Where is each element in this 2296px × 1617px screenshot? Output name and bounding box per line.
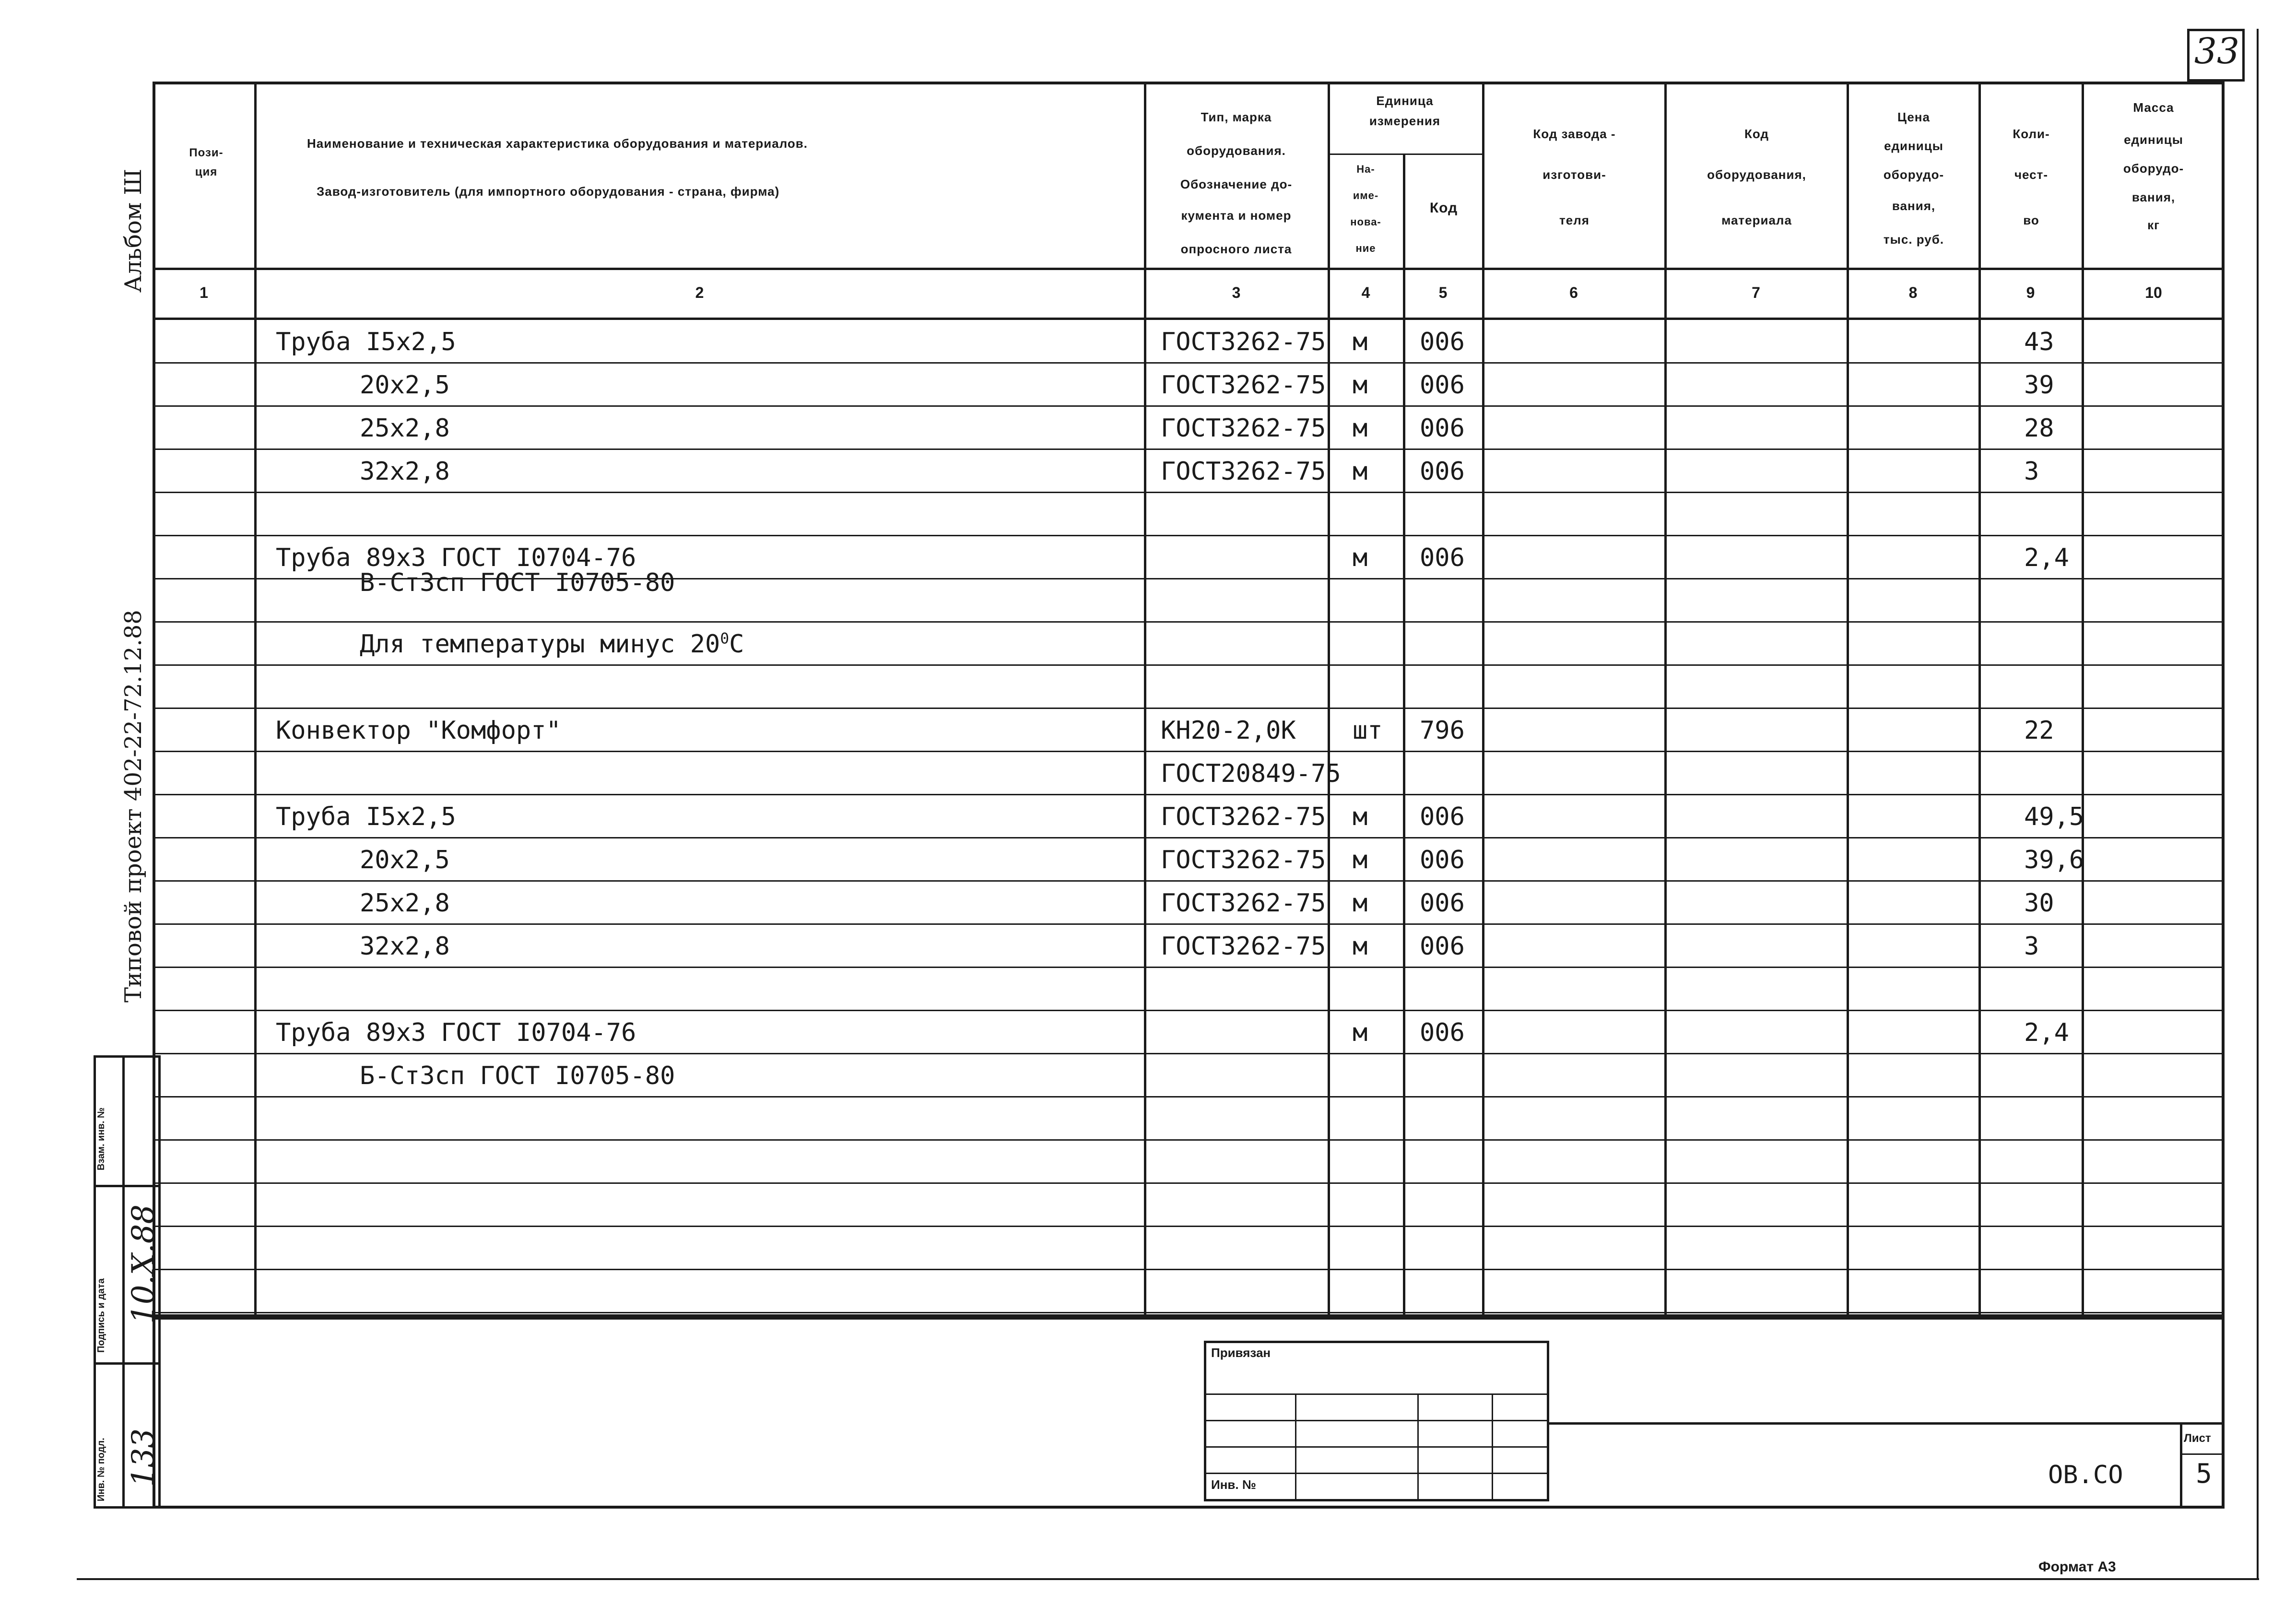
row-code: 006 <box>1420 932 1465 961</box>
hdr-col10-b: единицы <box>2124 132 2183 147</box>
hdr-col7-c: материала <box>1721 213 1792 227</box>
row-line <box>153 1010 2225 1011</box>
hdr-col6-c: теля <box>1559 213 1590 227</box>
colnum-9: 9 <box>2026 284 2035 301</box>
row-line <box>153 1182 2225 1184</box>
sheet-number: 5 <box>2196 1458 2212 1489</box>
colnum-8: 8 <box>1908 284 1918 301</box>
hdr-col3-c: Обозначение до- <box>1180 177 1293 191</box>
sheet-label: Лист <box>2184 1432 2211 1445</box>
row-qty: 2,4 <box>2024 543 2069 572</box>
col-sep-9 <box>2082 82 2084 1317</box>
margin-signature-date: 10.Х.88 <box>126 1204 161 1324</box>
privyazan-vline-3 <box>1492 1393 1493 1501</box>
hdr-col1-b: ция <box>195 165 218 178</box>
margin-inv-podl: 133 <box>126 1428 161 1487</box>
document-code: ОВ.СО <box>2048 1461 2123 1489</box>
hdr-col9-b: чест- <box>2014 167 2049 182</box>
row-code: 006 <box>1420 414 1465 443</box>
row-name: 25х2,8 <box>360 414 450 443</box>
row-name: 32х2,8 <box>360 932 450 961</box>
hdr-col9-a: Коли- <box>2013 127 2050 141</box>
privyazan-vline-1 <box>1295 1393 1296 1501</box>
hdr-col8-a: Цена <box>1897 110 1930 124</box>
row-line <box>153 362 2225 364</box>
row-unit: м <box>1353 889 1368 918</box>
row-line <box>153 923 2225 925</box>
row-line <box>153 967 2225 968</box>
row-type: ГОСТ3262-75 <box>1161 889 1326 918</box>
hdr-col10-e: кг <box>2147 218 2160 232</box>
row-unit: м <box>1353 932 1368 961</box>
col-sep-3 <box>1328 82 1330 1317</box>
col-sep-6 <box>1664 82 1667 1317</box>
album-label: Альбом Ш <box>120 168 147 293</box>
hdr-unit-group-a: Единица <box>1376 94 1434 108</box>
row-line <box>153 1053 2225 1054</box>
row-unit: м <box>1353 414 1368 443</box>
row-code: 006 <box>1420 543 1465 572</box>
row-code: 796 <box>1420 716 1465 745</box>
hdr-col8-b: единицы <box>1884 139 1943 153</box>
row-line <box>153 880 2225 882</box>
row-qty: 3 <box>2024 932 2039 961</box>
row-name: Труба 89х3 ГОСТ I0704-76 <box>276 543 636 572</box>
hdr-unit-group-b: измерения <box>1369 114 1441 128</box>
hdr-col10-a: Масса <box>2133 100 2174 115</box>
row-name-sub: В-Ст3сп ГОСТ I0705-80 <box>360 568 675 597</box>
row-qty: 49,5 <box>2024 803 2084 831</box>
row-qty: 39 <box>2024 371 2054 400</box>
col-sep-1 <box>254 82 257 1317</box>
row-code: 006 <box>1420 1018 1465 1047</box>
unit-group-line <box>1328 153 1482 155</box>
hdr-col9-c: во <box>2023 213 2039 227</box>
row-unit: м <box>1353 328 1368 356</box>
margin-label-vzam: Взам. инв. № <box>96 1107 106 1170</box>
margin-stamp-row-1 <box>94 1185 161 1187</box>
row-code: 006 <box>1420 328 1465 356</box>
row-type: ГОСТ3262-75 <box>1161 846 1326 874</box>
row-qty: 39,6 <box>2024 846 2084 874</box>
row-qty: 3 <box>2024 457 2039 486</box>
row-type: ГОСТ3262-75 <box>1161 371 1326 400</box>
hdr-col6-b: изготови- <box>1542 167 1606 182</box>
row-name: Конвектор "Комфорт" <box>276 716 561 745</box>
hdr-col1-a: Пози- <box>189 146 224 159</box>
hdr-col10-c: оборудо- <box>2123 161 2184 176</box>
row-type: ГОСТ3262-75 <box>1161 932 1326 961</box>
row-unit: м <box>1353 1018 1368 1047</box>
hdr-col5: Код <box>1429 200 1458 216</box>
project-label: Типовой проект 402-22-72.12.88 <box>120 610 147 1003</box>
colnum-5: 5 <box>1438 284 1448 301</box>
hdr-col8-d: вания, <box>1892 199 1936 213</box>
hdr-col6-a: Код завода - <box>1533 127 1616 141</box>
row-unit: м <box>1353 371 1368 400</box>
row-name: Для температуры минус $20^0С$ <box>360 630 744 659</box>
privyazan-line-3 <box>1204 1446 1549 1448</box>
row-name: 25х2,8 <box>360 889 450 918</box>
hdr-col8-c: оборудо- <box>1883 167 1944 182</box>
row-line <box>153 794 2225 795</box>
row-type: КН20-2,0К <box>1161 716 1296 745</box>
colnum-3: 3 <box>1232 284 1241 301</box>
row-line <box>153 837 2225 838</box>
main-table-frame <box>153 82 2225 1317</box>
colnum-10: 10 <box>2145 284 2162 301</box>
row-name: 20х2,5 <box>360 846 450 874</box>
row-code: 006 <box>1420 889 1465 918</box>
row-line <box>153 535 2225 536</box>
row-qty: 28 <box>2024 414 2054 443</box>
hdr-col3-e: опросного листа <box>1180 242 1292 256</box>
row-qty: 2,4 <box>2024 1018 2069 1047</box>
row-unit: м <box>1353 457 1368 486</box>
row-name: Труба I5х2,5 <box>276 803 456 831</box>
hdr-col4-d: ние <box>1355 242 1376 254</box>
row-qty: 43 <box>2024 328 2054 356</box>
row-line <box>153 1226 2225 1227</box>
colnum-4: 4 <box>1361 284 1370 301</box>
row-line <box>153 1312 2225 1313</box>
row-line <box>153 449 2225 450</box>
hdr-col4-c: нова- <box>1350 216 1381 228</box>
privyazan-line-4 <box>1204 1473 1549 1474</box>
row-line <box>153 708 2225 709</box>
hdr-col7-a: Код <box>1744 127 1769 141</box>
row-line <box>153 492 2225 493</box>
row-qty: 30 <box>2024 889 2054 918</box>
row-code: 006 <box>1420 371 1465 400</box>
hdr-col10-d: вания, <box>2131 190 2176 204</box>
outer-bottom-line <box>77 1578 2259 1580</box>
col-sep-5 <box>1482 82 1484 1317</box>
row-type: ГОСТ3262-75 <box>1161 328 1326 356</box>
row-line <box>153 1139 2225 1141</box>
privyazan-label: Привязан <box>1211 1346 1271 1360</box>
privyazan-line-2 <box>1204 1420 1549 1421</box>
page-number: 33 <box>2194 31 2240 72</box>
sheet-box-mid <box>2180 1453 2225 1455</box>
margin-stamp-divider <box>122 1055 125 1509</box>
hdr-col4-a: На- <box>1356 163 1375 175</box>
margin-label-inv-podl: Инв. № подл. <box>96 1438 106 1501</box>
row-unit: м <box>1353 846 1368 874</box>
row-code: 006 <box>1420 803 1465 831</box>
hdr-col8-e: тыс. руб. <box>1883 232 1944 247</box>
row-line <box>153 1096 2225 1098</box>
row-line <box>153 664 2225 666</box>
outer-right-line <box>2257 29 2259 1578</box>
inv-label: Инв. № <box>1211 1477 1256 1492</box>
row-line <box>153 405 2225 407</box>
row-type: ГОСТ3262-75 <box>1161 803 1326 831</box>
format-label: Формат А3 <box>2038 1559 2116 1575</box>
row-name: 20х2,5 <box>360 371 450 400</box>
row-name-suffix: С <box>729 630 744 659</box>
hdr-col7-b: оборудования, <box>1707 167 1806 182</box>
hdr-col3-b: оборудования. <box>1187 143 1286 158</box>
row-code: 006 <box>1420 457 1465 486</box>
sheet-box-left <box>2180 1422 2182 1509</box>
col-sep-7 <box>1847 82 1849 1317</box>
margin-stamp-row-2 <box>94 1362 161 1365</box>
margin-label-podpis: Подпись и дата <box>96 1278 106 1353</box>
title-inner-line <box>1549 1422 2225 1425</box>
col-sep-4 <box>1403 153 1405 1317</box>
colnum-bottom-line <box>153 318 2225 320</box>
row-type: ГОСТ3262-75 <box>1161 457 1326 486</box>
hdr-col3-a: Тип, марка <box>1201 110 1272 124</box>
row-type: ГОСТ3262-75 <box>1161 414 1326 443</box>
hdr-col3-d: кумента и номер <box>1181 208 1292 223</box>
row-name-sup: 0 <box>720 630 730 648</box>
row-qty: 22 <box>2024 716 2054 745</box>
row-unit: м <box>1353 803 1368 831</box>
row-name: 32х2,8 <box>360 457 450 486</box>
hdr-col4-b: име- <box>1353 189 1379 201</box>
row-name: Б-Ст3сп ГОСТ I0705-80 <box>360 1062 675 1090</box>
row-unit: м <box>1353 543 1368 572</box>
col-sep-2 <box>1144 82 1146 1317</box>
row-line <box>153 1269 2225 1270</box>
row-name: Труба 89х3 ГОСТ I0704-76 <box>276 1018 636 1047</box>
row-code: 006 <box>1420 846 1465 874</box>
row-line <box>153 751 2225 752</box>
privyazan-vline-2 <box>1417 1393 1419 1501</box>
row-line <box>153 621 2225 623</box>
row-name: Труба I5х2,5 <box>276 328 456 356</box>
privyazan-line-1 <box>1204 1393 1549 1395</box>
colnum-7: 7 <box>1752 284 1760 301</box>
col-sep-8 <box>1978 82 1981 1317</box>
stamp-area-frame <box>153 1317 2225 1509</box>
hdr-col2-a: Наименование и техническая характеристика оборудования и материалов. <box>307 136 808 151</box>
colnum-6: 6 <box>1569 284 1578 301</box>
row-unit: шт <box>1353 716 1383 745</box>
row-type: ГОСТ20849-75 <box>1161 759 1341 788</box>
colnum-1: 1 <box>200 284 208 301</box>
header-bottom-line <box>153 268 2225 270</box>
hdr-col2-b: Завод-изготовитель (для импортного оборудования - страна, фирма) <box>317 184 780 199</box>
colnum-2: 2 <box>695 284 704 301</box>
